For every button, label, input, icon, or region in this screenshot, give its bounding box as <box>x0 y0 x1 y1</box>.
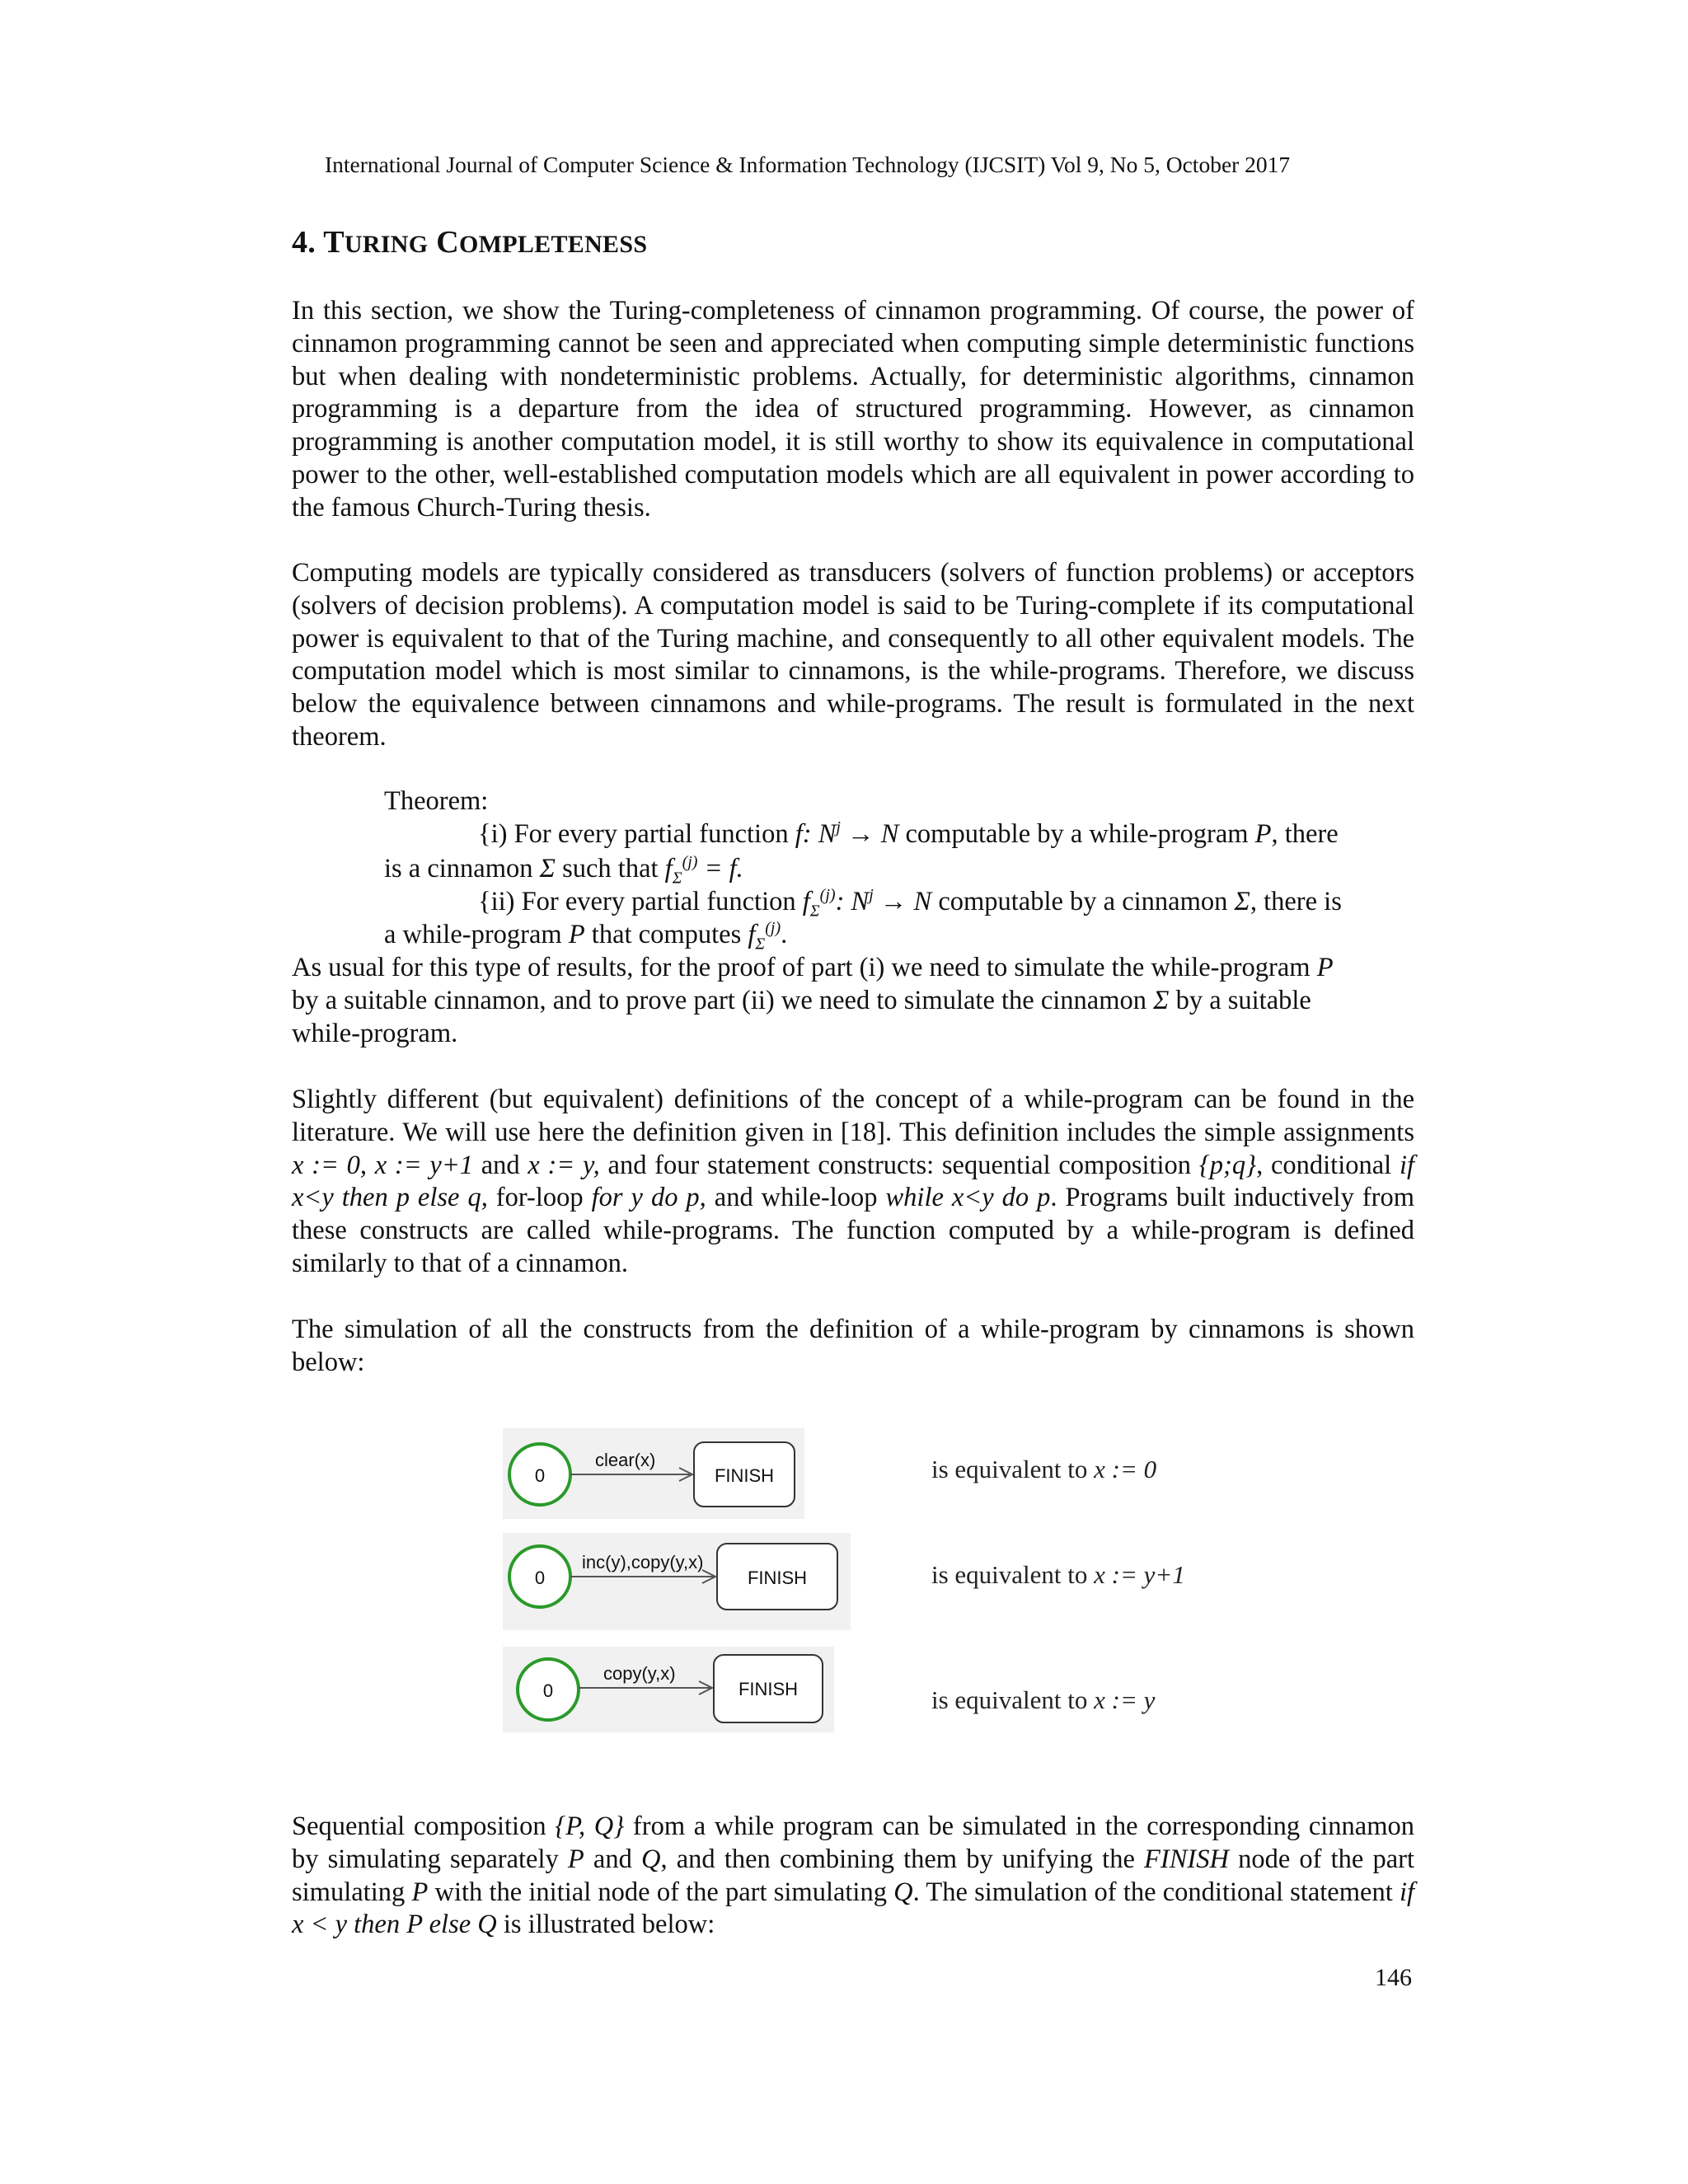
diagram-inc-copy <box>503 1533 851 1630</box>
paragraph-5: Sequential composition {P, Q} from a while program can be simulated in the corresponding cinnamon by simulating separately P and Q, and then combining them by unifying the FINISH node of the part simulating P with the initial node of the part simulating Q. The simulation of the conditional statement if x < y then P else Q is illustrated below: <box>292 1811 1414 1940</box>
theorem-ii-line1: {ii) For every partial function $f_\Sigma^{(j)}$: $N^j \to N$ computable by a cinnamon Σ, there is <box>478 886 1342 921</box>
start-node-label: 0 <box>542 1680 554 1701</box>
proof-line-1: As usual for this type of results, for the proof of part (i) we need to simulate the while-program P <box>292 953 1334 982</box>
diagram-copy-svg <box>503 1647 834 1732</box>
finish-node-label: FINISH <box>747 1568 808 1588</box>
theorem-ii-line2: a while-program P that computes $f_\Sigma^{(j)}$. <box>384 919 788 954</box>
paragraph-1: In this section, we show the Turing-completeness of cinnamon programming. Of course, the power of cinnamon programming cannot be seen and appreciated when computing simple deterministic functions but when dealing with nondeterministic problems. Actually, for deterministic algorithms, cinnamon programming is a departure from the idea of structured programming. However, as cinnamon programming is another computation model, it is still worthy to show its equivalence in computational power to the other, well-established computation models which are all equivalent in power according to the famous Church-Turing thesis. <box>292 296 1414 523</box>
title-c: C <box>436 225 459 260</box>
theorem-i-line1 <box>478 819 1414 850</box>
theorem-i-text: {i) For every partial function f: $N^j \to N$ computable by a while-program P, there <box>478 818 1339 849</box>
edge-label: clear(x) <box>595 1450 656 1470</box>
edge-label: inc(y),copy(y,x) <box>582 1552 704 1572</box>
proof-line-2: by a suitable cinnamon, and to prove part (ii) we need to simulate the cinnamon Σ by a suitable <box>292 986 1311 1015</box>
equivalence-2: is equivalent to x := y+1 <box>931 1560 1185 1589</box>
title-rest-2: OMPLETENESS <box>458 231 648 258</box>
diagram-copy <box>503 1647 834 1732</box>
paragraph-3: Slightly different (but equivalent) definitions of the concept of a while-program can be found in the literature. We will use here the definition given in [18]. This definition includes the simple assignments x := 0, x := y+1 and x := y, and four statement constructs: sequential composition {p;q}, conditional if x<y then p else q, for-loop for y do p, and while-loop while x<y do p. Programs built inductively from these constructs are called while-programs. The function computed by a while-program is defined similarly to that of a cinnamon. <box>292 1085 1414 1278</box>
title-rest-1: URING <box>344 231 429 258</box>
finish-node-label: FINISH <box>738 1679 799 1699</box>
page-number: 146 <box>1375 1964 1412 1991</box>
diagram-clear <box>503 1428 804 1519</box>
finish-node-label: FINISH <box>714 1465 775 1486</box>
edge-label: copy(y,x) <box>603 1663 676 1684</box>
equivalence-3: is equivalent to x := y <box>931 1685 1156 1714</box>
journal-header: International Journal of Computer Science & Information Technology (IJCSIT) Vol 9, No 5, October 2017 <box>325 152 1291 177</box>
start-node-label: 0 <box>534 1568 546 1588</box>
diagram-inc-copy-svg <box>503 1533 851 1630</box>
equivalence-1: is equivalent to x := 0 <box>931 1455 1157 1483</box>
start-node-label: 0 <box>534 1465 546 1486</box>
paragraph-2: Computing models are typically considered as transducers (solvers of function problems) or acceptors (solvers of decision problems). A computation model is said to be Turing-complete if its computational power is equivalent to that of the Turing machine, and consequently to all other equivalent models. The computation model which is most similar to cinnamons, is the while-programs. Therefore, we discuss below the equivalence between cinnamons and while-programs. The result is formulated in the next theorem. <box>292 558 1414 752</box>
theorem-label: Theorem: <box>384 786 489 816</box>
diagram-clear-svg <box>503 1428 804 1519</box>
title-t: T <box>323 225 345 260</box>
section-title <box>292 224 647 260</box>
paragraph-4: The simulation of all the constructs from the definition of a while-program by cinnamons is shown below: <box>292 1315 1414 1377</box>
section-number: 4. <box>292 225 316 260</box>
theorem-i-line2: is a cinnamon Σ such that $f_\Sigma^{(j)} = f$. <box>384 853 743 888</box>
proof-line-3: while-program. <box>292 1019 458 1048</box>
